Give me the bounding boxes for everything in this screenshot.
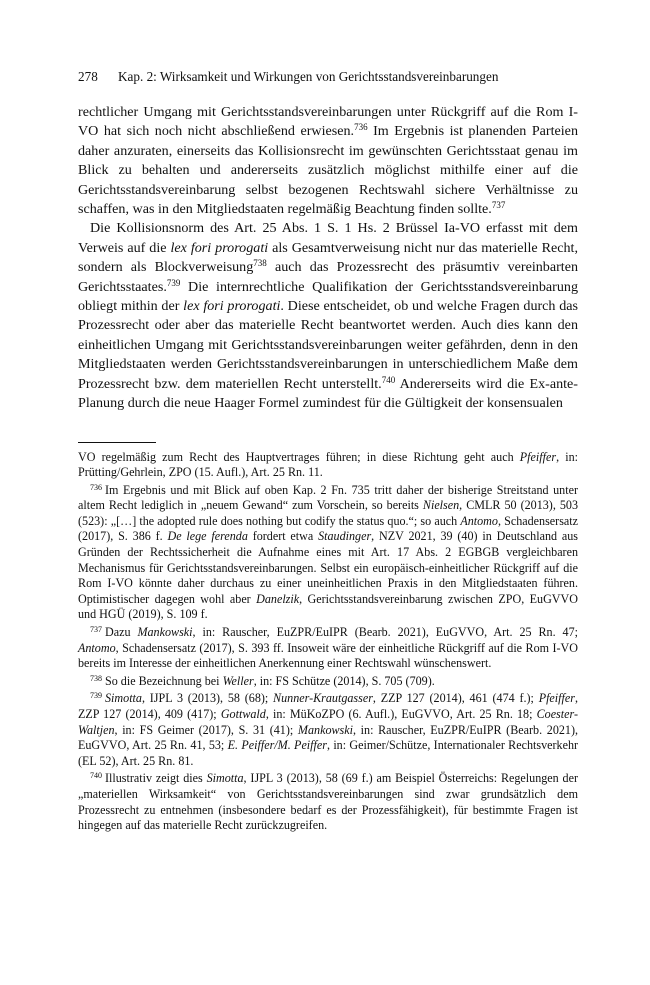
text-run: , IJPL 3 (2013), 58 (68);	[141, 691, 274, 706]
text-run: , IJPL 3 (2013), 58 (69 f.) am Beispiel Österreichs: Regelungen der „materiellen Wirksamkeit“ von Gerichtsstandsvereinbarungen sind zwar grundsätzlich dem Prozessrecht zu entnehmen (insbesondere bedarf es der Prozessfähigkeit), für bestimmte Fragen ist hingegen auf das materielle Recht zurückzugreifen.	[78, 771, 579, 833]
text-run: , ZZP 127 (2014), 409 (417);	[78, 691, 578, 721]
text-run: , in: Rauscher, EuZPR/EuIPR (Bearb. 2021), EuGVVO, Art. 25 Rn. 47;	[192, 625, 578, 640]
italic-text: Pfeiffer	[538, 691, 575, 706]
italic-text: Pfeiffer	[519, 449, 557, 464]
text-run: Im Ergebnis und mit Blick auf oben Kap. 2 Fn. 735 tritt daher der bisherige Streitstand unter altem Recht lediglich in „neuem Gewand“ zum Vorschein, so bereits	[78, 482, 578, 513]
italic-text: Weller	[222, 673, 254, 688]
footnote-number: 739	[90, 691, 102, 701]
italic-text: Danelzik	[256, 591, 300, 606]
main-text	[78, 103, 578, 414]
text-run: . Diese entscheidet, ob und welche Fragen durch das Prozessrecht oder aber das materielle Recht beantwortet werden. Auch dies kann den einheitlichen Umgang mit Gerichtsstandsvereinbarungen weiter gefährden, denn in den Mitgliedstaaten werden Gerichtsstandsvereinbarungen in unterschiedlichem Maße dem Prozessrecht bzw. dem materiellen Recht unterstellt.	[78, 298, 579, 392]
footnote-736	[78, 483, 578, 623]
footnote-continuation	[78, 450, 578, 481]
italic-text: Antomo	[460, 513, 498, 528]
footnote-738	[78, 674, 578, 690]
italic-text: Simotta	[105, 691, 142, 706]
text-run: , in: FS Geimer (2017), S. 31 (41);	[114, 722, 298, 737]
text-run: Illustrativ zeigt dies	[105, 771, 207, 786]
footnote-reference[interactable]: 738	[253, 258, 267, 269]
text-run: auch das Prozessrecht des präsumtiv vereinbarten Gerichtsstaates.	[78, 259, 578, 295]
italic-text: Mankowski	[297, 722, 353, 737]
italic-text: Gottwald	[220, 707, 266, 721]
footnotes	[78, 450, 578, 834]
text-run: , CMLR 50 (2013), 503 (523): „[…] the adopted rule does nothing but codify the status quo.“; so auch	[78, 498, 578, 528]
italic-text: lex fori prorogati	[170, 239, 269, 256]
italic-text: Simotta	[206, 771, 244, 786]
text-run: , NZV 2021, 39 (40) in Deutschland aus Gründen der Rechtssicherheit die Aufnahme eines mit Art. 17 Abs. 2 EGBGB vergleichbaren Mechanismus für Gerichtsstandsvereinbarungen. Selbst ein europäisch-einheitlicher Rückgriff auf die Rom I-VO könnte daher durchaus zu einer uneinheitlichen Praxis in den Mitgliedstaaten führen. Optimistischer dagegen wohl aber	[78, 529, 578, 606]
running-header	[78, 68, 578, 86]
footnote-reference[interactable]: 739	[166, 277, 181, 288]
italic-text: lex fori prorogati	[183, 298, 281, 315]
page-number: 278	[78, 69, 98, 84]
italic-text: Nielsen	[422, 498, 460, 513]
text-run: , in: Geimer/Schütze, Internationaler Rechtsverkehr (EL 52), Art. 25 Rn. 81.	[78, 738, 579, 768]
book-page	[78, 68, 578, 836]
italic-text: Antomo	[78, 640, 116, 655]
footnote-number: 738	[90, 673, 102, 683]
text-run: , Schadensersatz (2017), S. 393 ff. Insoweit wäre der einheitliche Rückgriff auf die Rom I-VO bereits im Interesse der einheitlichen Anerkennung einer Rechtswahl wünschenswert.	[78, 640, 578, 671]
footnote-739	[78, 691, 578, 769]
paragraph-1	[78, 103, 578, 219]
footnote-number: 740	[90, 771, 102, 781]
text-run: , in: MüKoZPO (6. Aufl.), EuGVVO, Art. 25 Rn. 18;	[265, 707, 537, 721]
text-run: Die internrechtliche Qualifikation der Gerichtsstandsvereinbarung obliegt mithin der	[78, 278, 578, 315]
text-run: rechtlicher Umgang mit Gerichtsstandsvereinbarungen unter Rückgriff auf die Rom I-VO hat sich noch nicht abschließend erwiesen.	[78, 104, 578, 140]
text-run: So die Bezeichnung bei	[105, 673, 223, 688]
text-run: , ZZP 127 (2014), 461 (474 f.);	[372, 691, 539, 706]
footnote-reference[interactable]: 736	[354, 122, 368, 133]
footnote-reference[interactable]: 737	[491, 200, 506, 211]
italic-text: De lege ferenda	[167, 529, 248, 544]
text-run: VO regelmäßig zum Recht des Hauptvertrages führen; in diese Richtung geht auch	[78, 449, 520, 464]
text-run: , in: Prütting/Gehrlein, ZPO (15. Aufl.), Art. 25 Rn. 11.	[78, 449, 578, 480]
footnote-reference[interactable]: 740	[381, 374, 396, 385]
text-run: , in: FS Schütze (2014), S. 705 (709).	[253, 673, 435, 688]
text-run: Dazu	[105, 625, 138, 640]
text-run: Die Kollisionsnorm des Art. 25 Abs. 1 S. 1 Hs. 2 Brüssel Ia-VO erfasst mit dem Verweis auf die	[78, 220, 578, 256]
footnote-number: 737	[90, 625, 102, 635]
paragraph-2	[78, 219, 578, 413]
running-title: Kap. 2: Wirksamkeit und Wirkungen von Gerichtsstandsvereinbarungen	[118, 69, 499, 84]
footnote-737	[78, 625, 578, 672]
text-run: als Gesamtverweisung nicht nur das materielle Recht, sondern als Blockverweisung	[78, 239, 578, 276]
italic-text: E. Peiffer/M. Peiffer	[227, 738, 327, 753]
text-run: , Schadensersatz (2017), S. 386 f.	[78, 513, 579, 544]
footnote-number: 736	[90, 482, 102, 492]
italic-text: Mankowski	[137, 625, 193, 640]
text-run: , in: Rauscher, EuZPR/EuIPR (Bearb. 2021), EuGVVO, Art. 25 Rn. 41, 53;	[78, 722, 579, 753]
text-run: Im Ergebnis ist planenden Parteien daher anzuraten, einerseits das Kollisionsrecht im gewünschten Gerichtsstaat genau im Blick zu behalten und andererseits zusätzlich möglichst mithilfe einer auf die Gerichtsstandsvereinbarung selbst bezogenen Rechtswahl sichere Verhältnisse zu schaffen, was in den Mitgliedstaaten regelmäßig Beachtung finden sollte.	[78, 123, 578, 218]
italic-text: Coester-Waltjen	[78, 707, 578, 737]
text-run: fordert etwa	[247, 529, 319, 544]
text-run: , Gerichtsstandsvereinbarung zwischen ZPO, EuGVVO und HGÜ (2019), S. 109 f.	[78, 591, 579, 622]
italic-text: Staudinger	[318, 529, 372, 544]
text-run: Andererseits wird die Ex-ante-Planung durch die neue Haager Formel zumindest für die Gültigkeit der konsensualen	[78, 375, 578, 412]
footnote-740	[78, 771, 578, 833]
italic-text: Nunner-Krautgasser	[273, 691, 373, 706]
footnote-separator	[78, 442, 156, 443]
